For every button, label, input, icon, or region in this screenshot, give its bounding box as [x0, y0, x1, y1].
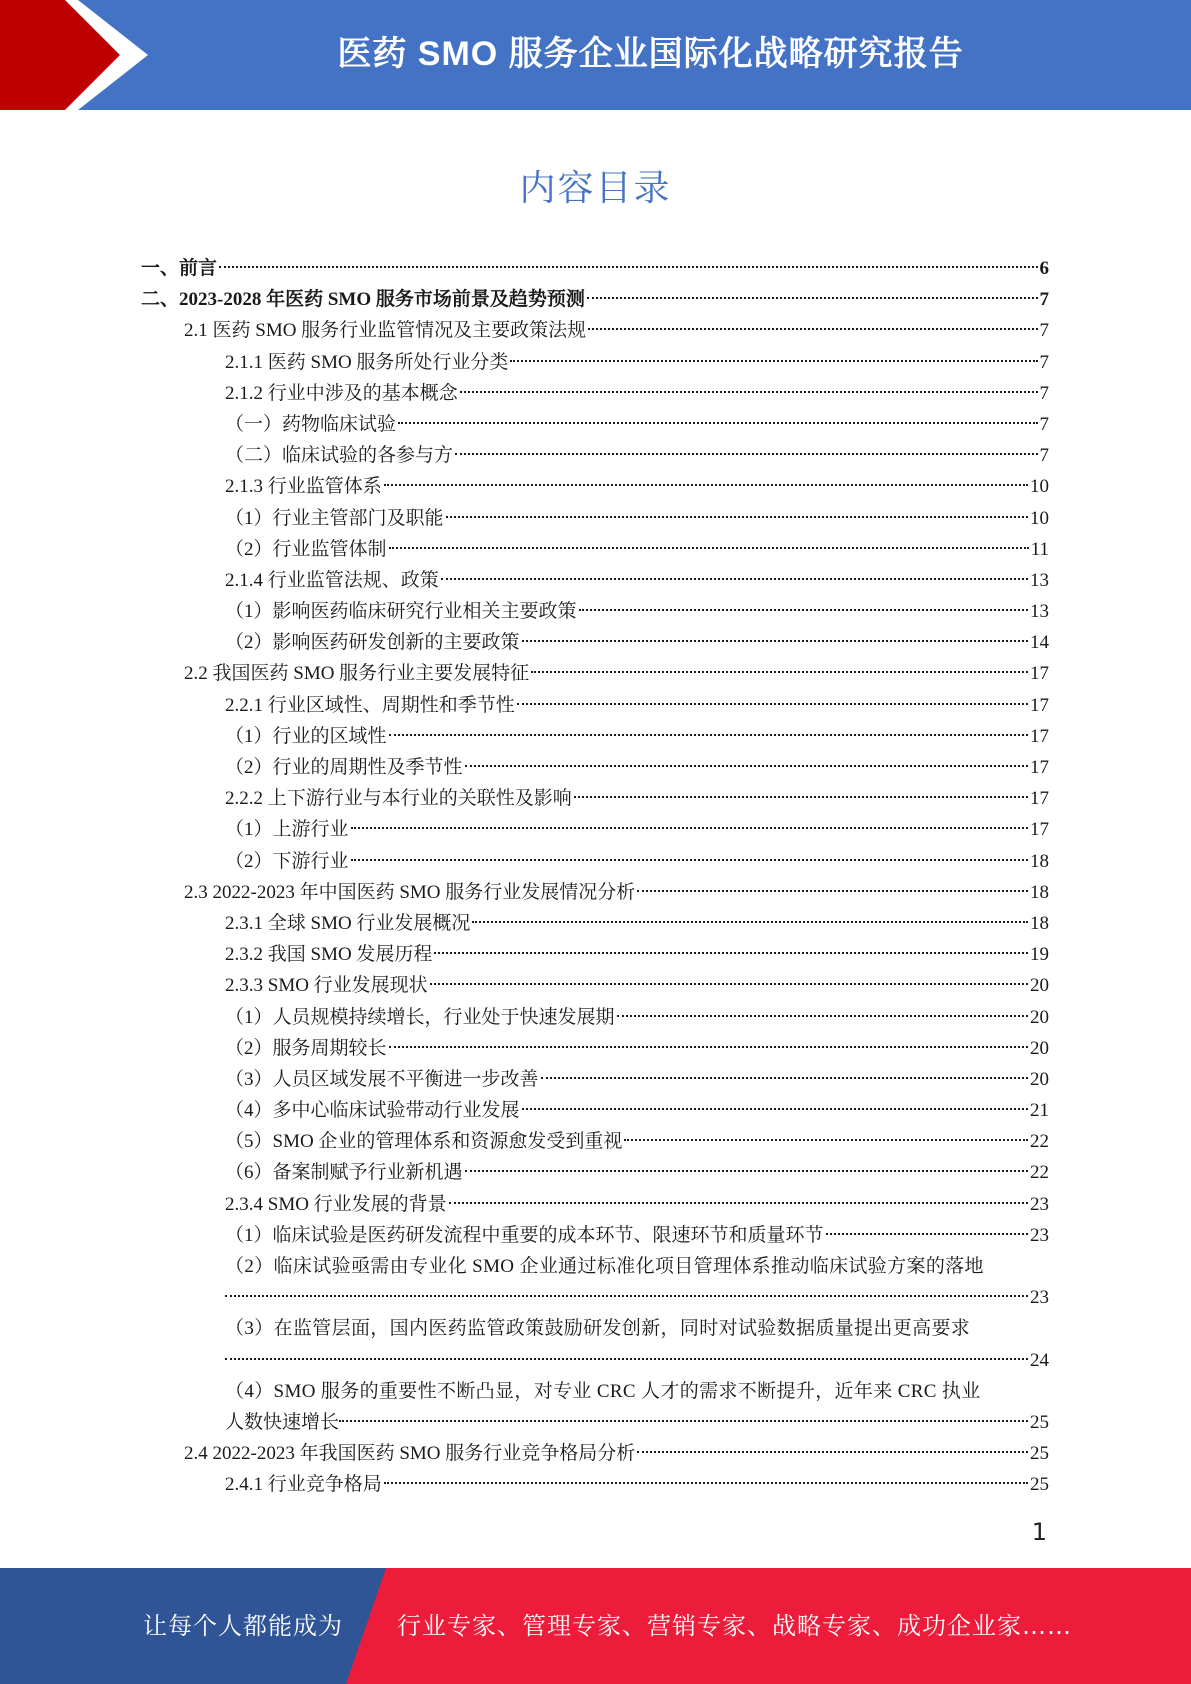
toc-entry-text: （2）服务周期较长: [225, 1037, 387, 1059]
toc-entry-page: 18: [1030, 912, 1049, 934]
toc-dot-leader: [588, 328, 1037, 330]
toc-entry-text: 2.4.1 行业竞争格局: [225, 1474, 382, 1496]
toc-dot-leader: [398, 422, 1037, 424]
toc-entry-page: 17: [1030, 788, 1049, 810]
toc-entry-text: 2.1.3 行业监管体系: [225, 476, 382, 498]
toc-entry-page: 20: [1030, 1006, 1049, 1028]
toc-entry-text: （6）备案制赋予行业新机遇: [225, 1162, 463, 1184]
toc-entry-text: （2）行业的周期性及季节性: [225, 757, 463, 778]
toc-entry-page: 7: [1039, 289, 1049, 311]
toc-dot-leader: [389, 734, 1028, 736]
toc-entry-page: 7: [1039, 413, 1049, 435]
toc-entry[interactable]: [141, 752, 1049, 783]
toc-entry-page: 20: [1030, 975, 1049, 997]
toc-entry[interactable]: [141, 1251, 1049, 1313]
toc-entry[interactable]: [141, 471, 1049, 502]
toc-entry-text: 2.1.1 医药 SMO 服务所处行业分类: [225, 351, 509, 373]
toc-entry-text: 2.2.1 行业区域性、周期性和季节性: [225, 694, 515, 716]
toc-entry-page: 7: [1039, 382, 1049, 404]
toc-entry-text: 2.1 医药 SMO 服务行业监管情况及主要政策法规: [184, 320, 587, 342]
toc-dot-leader: [460, 391, 1038, 393]
toc-dot-leader: [574, 796, 1028, 798]
toc-entry[interactable]: [141, 814, 1049, 845]
toc-entry[interactable]: [141, 1002, 1049, 1033]
toc-entry[interactable]: [141, 1126, 1049, 1157]
footer-slogan-right: 行业专家、管理专家、营销专家、战略专家、成功企业家……: [397, 1612, 1072, 1640]
toc-dot-leader: [637, 890, 1028, 892]
toc-entry-page: 10: [1030, 507, 1049, 529]
toc-entry-page: 22: [1030, 1131, 1049, 1153]
toc-entry-text: （4）SMO 服务的重要性不断凸显，对专业 CRC 人才的需求不断提升，近年来 CRC 执业: [225, 1380, 981, 1402]
toc-dot-leader: [446, 516, 1028, 518]
toc-dot-leader: [389, 547, 1029, 549]
toc-entry-text: （3）在监管层面，国内医药监管政策鼓励研发创新，同时对试验数据质量提出更高要求: [225, 1318, 971, 1340]
toc-entry[interactable]: [141, 846, 1049, 877]
toc-entry-text: 2.3 2022-2023 年中国医药 SMO 服务行业发展情况分析: [184, 881, 636, 903]
footer-slogan-left: 让每个人都能成为: [143, 1612, 343, 1640]
toc-entry-text: （2）行业监管体制: [225, 538, 387, 560]
toc-entry[interactable]: [141, 690, 1049, 721]
footer-banner: [0, 1568, 1191, 1684]
toc-entry-text: （一）药物临床试验: [225, 413, 397, 435]
toc-dot-leader: [389, 1046, 1028, 1048]
toc-entry-page: 25: [1030, 1443, 1049, 1465]
toc-entry-text: （二）临床试验的各参与方: [225, 445, 454, 467]
toc-entry-page: 14: [1030, 632, 1049, 654]
toc-dot-leader: [225, 1358, 1028, 1360]
toc-entry-page: 17: [1030, 694, 1049, 716]
toc-entry-text: 2.2.2 上下游行业与本行业的关联性及影响: [225, 788, 572, 810]
toc-entry-text: （1）人员规模持续增长，行业处于快速发展期: [225, 1006, 615, 1028]
toc-entry-text: 2.1.2 行业中涉及的基本概念: [225, 382, 458, 404]
toc-entry-page: 13: [1030, 569, 1049, 591]
toc-entry[interactable]: [141, 1033, 1049, 1064]
toc-entry-text: 2.4 2022-2023 年我国医药 SMO 服务行业竞争格局分析: [184, 1443, 636, 1465]
toc-entry[interactable]: [141, 347, 1049, 378]
toc-dot-leader: [455, 453, 1037, 455]
toc-entry-page: 10: [1030, 476, 1049, 498]
toc-dot-leader: [449, 1202, 1028, 1204]
toc-dot-leader: [624, 1139, 1028, 1141]
toc-entry-page: 7: [1039, 351, 1049, 373]
toc-entry-page: 17: [1030, 757, 1049, 778]
toc-dot-leader: [430, 983, 1028, 985]
toc-entry-page: 19: [1030, 944, 1049, 966]
toc-entry-text-continued: 人数快速增长: [225, 1411, 340, 1433]
toc-entry[interactable]: [141, 721, 1049, 752]
toc-entry[interactable]: [141, 565, 1049, 596]
toc-entry[interactable]: [141, 970, 1049, 1001]
toc-entry-text: （2）下游行业: [225, 850, 349, 872]
toc-entry-text: （3）人员区域发展不平衡进一步改善: [225, 1068, 539, 1090]
toc-entry[interactable]: [141, 627, 1049, 658]
toc-entry-text: （1）上游行业: [225, 819, 349, 841]
toc-entry-text: （1）行业主管部门及职能: [225, 507, 444, 529]
page-number: 1: [1031, 1518, 1047, 1546]
toc-entry-text: （2）影响医药研发创新的主要政策: [225, 632, 520, 654]
toc-entry[interactable]: [141, 1220, 1049, 1251]
header-arrow-decoration: [0, 0, 160, 110]
toc-entry-text: 2.3.4 SMO 行业发展的背景: [225, 1193, 447, 1215]
toc-entry[interactable]: [141, 534, 1049, 565]
toc-entry-page: 23: [1030, 1224, 1049, 1246]
toc-entry-page: 18: [1030, 850, 1049, 872]
toc-entry[interactable]: [141, 908, 1049, 939]
toc-entry[interactable]: [141, 877, 1049, 908]
toc-entry-text: 2.2 我国医药 SMO 服务行业主要发展特征: [184, 663, 530, 685]
toc-entry[interactable]: [141, 1376, 1049, 1438]
toc-entry-page: 24: [1030, 1349, 1049, 1371]
toc-entry[interactable]: [141, 409, 1049, 440]
toc-entry-text: （1）影响医药临床研究行业相关主要政策: [225, 601, 577, 623]
toc-entry-page: 6: [1039, 258, 1049, 279]
toc-entry[interactable]: [141, 1313, 1049, 1375]
toc-list: [141, 253, 1049, 1501]
toc-dot-leader: [225, 1295, 1028, 1297]
toc-dot-leader: [434, 952, 1028, 954]
toc-title: 内容目录: [519, 168, 672, 209]
toc-entry[interactable]: [141, 1095, 1049, 1126]
toc-entry[interactable]: [141, 1438, 1049, 1469]
toc-entry-page: 17: [1030, 725, 1049, 747]
toc-entry-text: （4）多中心临床试验带动行业发展: [225, 1100, 520, 1122]
toc-dot-leader: [441, 578, 1028, 580]
toc-entry-text: （1）行业的区域性: [225, 725, 387, 747]
header-banner: [0, 0, 1191, 110]
toc-entry[interactable]: [141, 440, 1049, 471]
toc-entry-text: （2）临床试验亟需由专业化 SMO 企业通过标准化项目管理体系推动临床试验方案的落地: [225, 1256, 984, 1277]
toc-dot-leader: [472, 921, 1028, 923]
toc-dot-leader: [522, 640, 1028, 642]
toc-entry-page: 25: [1030, 1411, 1049, 1433]
toc-dot-leader: [384, 1482, 1028, 1484]
toc-dot-leader: [351, 827, 1028, 829]
toc-dot-leader: [522, 1108, 1028, 1110]
toc-entry[interactable]: [141, 939, 1049, 970]
toc-entry[interactable]: [141, 503, 1049, 534]
toc-dot-leader: [465, 1170, 1028, 1172]
toc-entry-page: 20: [1030, 1068, 1049, 1090]
toc-entry-page: 25: [1030, 1474, 1049, 1496]
toc-entry-text: 2.3.2 我国 SMO 发展历程: [225, 944, 433, 966]
toc-entry-text: 2.3.1 全球 SMO 行业发展概况: [225, 912, 471, 934]
toc-entry-text: 一、前言: [141, 258, 218, 279]
toc-entry-text: 二、2023-2028 年医药 SMO 服务市场前景及趋势预测: [141, 289, 585, 311]
toc-entry-page: 7: [1039, 320, 1049, 342]
toc-entry-page: 18: [1030, 881, 1049, 903]
toc-entry-text: （5）SMO 企业的管理体系和资源愈发受到重视: [225, 1131, 623, 1153]
toc-entry[interactable]: [141, 253, 1049, 284]
toc-dot-leader: [219, 266, 1037, 268]
toc-entry[interactable]: [141, 596, 1049, 627]
toc-dot-leader: [587, 297, 1038, 299]
toc-dot-leader: [531, 671, 1028, 673]
toc-dot-leader: [637, 1451, 1028, 1453]
toc-dot-leader: [351, 859, 1028, 861]
toc-entry-page: 20: [1030, 1037, 1049, 1059]
toc-entry-page: 21: [1030, 1100, 1049, 1122]
toc-entry-text: （1）临床试验是医药研发流程中重要的成本环节、限速环节和质量环节: [225, 1224, 824, 1246]
toc-entry[interactable]: [141, 1157, 1049, 1188]
toc-entry[interactable]: [141, 783, 1049, 814]
toc-entry-page: 11: [1030, 538, 1049, 560]
toc-entry-text: 2.3.3 SMO 行业发展现状: [225, 975, 428, 997]
toc-entry-page: 13: [1030, 601, 1049, 623]
toc-entry[interactable]: [141, 1189, 1049, 1220]
toc-dot-leader: [579, 609, 1028, 611]
toc-dot-leader: [339, 1420, 1028, 1422]
toc-dot-leader: [617, 1015, 1028, 1017]
toc-entry-page: 23: [1030, 1287, 1049, 1309]
toc-entry-page: 22: [1030, 1162, 1049, 1184]
toc-dot-leader: [826, 1233, 1028, 1235]
toc-dot-leader: [384, 484, 1028, 486]
toc-entry-page: 17: [1030, 663, 1049, 685]
toc-entry[interactable]: [141, 1064, 1049, 1095]
toc-entry-text: 2.1.4 行业监管法规、政策: [225, 569, 439, 591]
toc-entry[interactable]: [141, 284, 1049, 315]
toc-dot-leader: [465, 765, 1028, 767]
toc-entry[interactable]: [141, 315, 1049, 346]
toc-entry[interactable]: [141, 658, 1049, 689]
toc-dot-leader: [517, 703, 1028, 705]
toc-entry-page: 7: [1039, 445, 1049, 467]
toc-dot-leader: [510, 360, 1037, 362]
toc-entry[interactable]: [141, 378, 1049, 409]
toc-entry-page: 23: [1030, 1193, 1049, 1215]
toc-dot-leader: [541, 1077, 1028, 1079]
toc-entry-page: 17: [1030, 819, 1049, 841]
report-title: 医药 SMO 服务企业国际化战略研究报告: [337, 35, 964, 73]
toc-entry[interactable]: [141, 1469, 1049, 1500]
